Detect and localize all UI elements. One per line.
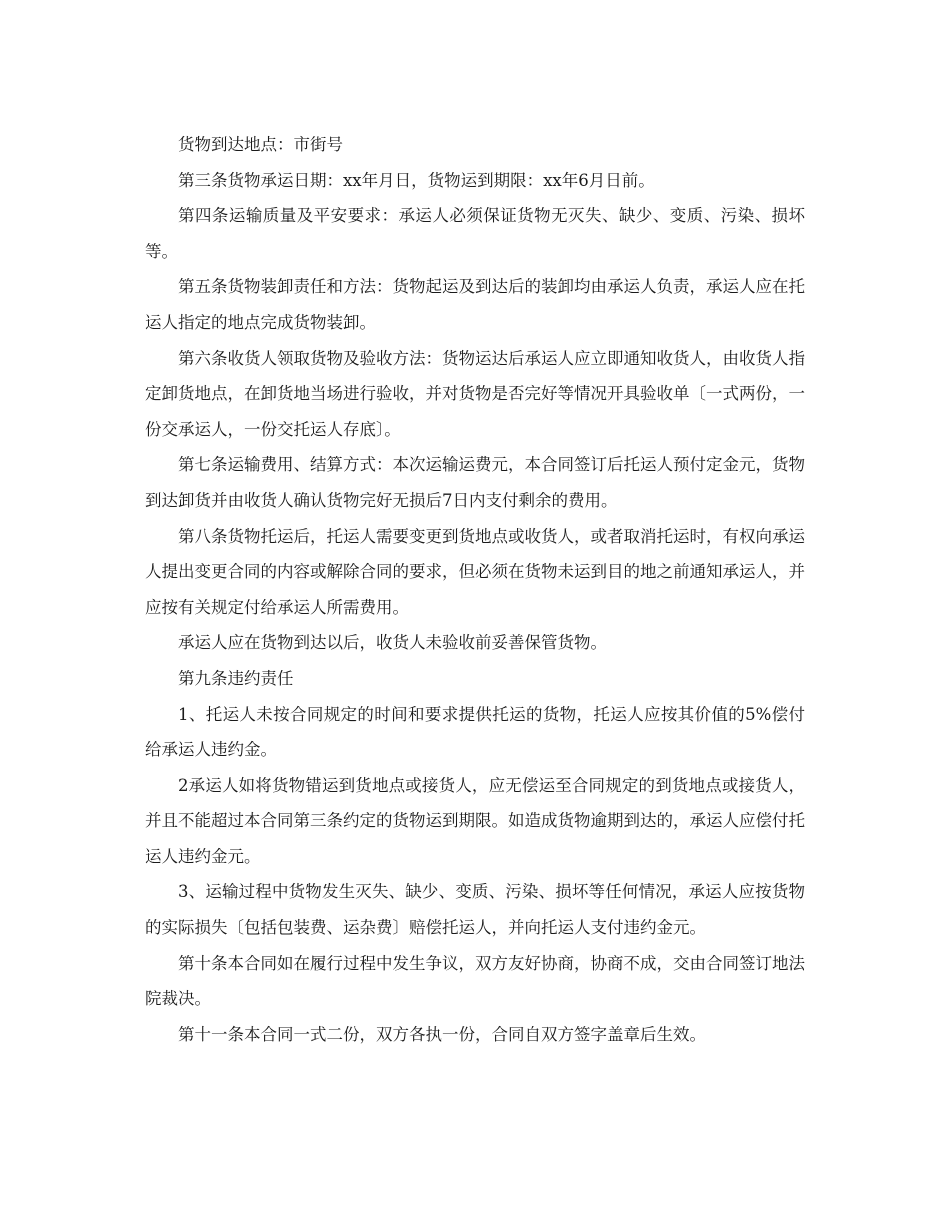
paragraph-destination: 货物到达地点：市街号 — [178, 135, 343, 154]
paragraph-article-11: 第十一条本合同一式二份，双方各执一份，合同自双方签字盖章后生效。 — [178, 1024, 706, 1044]
paragraph-article-10: 第十条本合同如在履行过程中发生争议，双方友好协商，协商不成，交由合同签订地法院裁决。 — [145, 953, 805, 1009]
paragraph-carrier-storage: 承运人应在货物到达以后，收货人未验收前妥善保管货物。 — [178, 633, 607, 653]
paragraph-liability-3: 3、运输过程中货物发生灭失、缺少、变质、污染、损坏等任何情况，承运人应按货物的实际损失〔包括包装费、运杂费〕赔偿托运人，并向托运人支付违约金元。 — [145, 882, 805, 938]
paragraph-liability-1: 1、托运人未按合同规定的时间和要求提供托运的货物，托运人应按其价值的5%偿付给承运人违约金。 — [145, 704, 805, 760]
paragraph-article-7: 第七条运输费用、结算方式：本次运输运费元，本合同签订后托运人预付定金元，货物到达卸货并由收货人确认货物完好无损后7日内支付剩余的费用。 — [145, 455, 805, 510]
paragraph-article-6: 第六条收货人领取货物及验收方法：货物运达后承运人应立即通知收货人，由收货人指定卸货地点，在卸货地当场进行验收，并对货物是否完好等情况开具验收单〔一式两份，一份交承运人，一份交托运人存底〕。 — [145, 348, 805, 439]
paragraph-article-5: 第五条货物装卸责任和方法：货物起运及到达后的装卸均由承运人负责，承运人应在托运人指定的地点完成货物装卸。 — [145, 277, 805, 332]
paragraph-liability-2: 2承运人如将货物错运到货地点或接货人，应无偿运至合同规定的到货地点或接货人，并且不能超过本合同第三条约定的货物运到期限。如造成货物逾期到达的，承运人应偿付托运人违约金元。 — [145, 775, 805, 866]
paragraph-article-8: 第八条货物托运后，托运人需要变更到货地点或收货人，或者取消托运时，有权向承运人提出变更合同的内容或解除合同的要求，但必须在货物未运到目的地之前通知承运人，并应按有关规定付给承运人所需费用。 — [145, 526, 805, 617]
document-body — [145, 127, 805, 1052]
paragraph-article-4: 第四条运输质量及平安要求：承运人必须保证货物无灭失、缺少、变质、污染、损坏等。 — [145, 206, 805, 261]
paragraph-article-3: 第三条货物承运日期：xx年月日，货物运到期限：xx年6月日前。 — [178, 170, 655, 190]
paragraph-article-9-heading: 第九条违约责任 — [178, 668, 294, 688]
